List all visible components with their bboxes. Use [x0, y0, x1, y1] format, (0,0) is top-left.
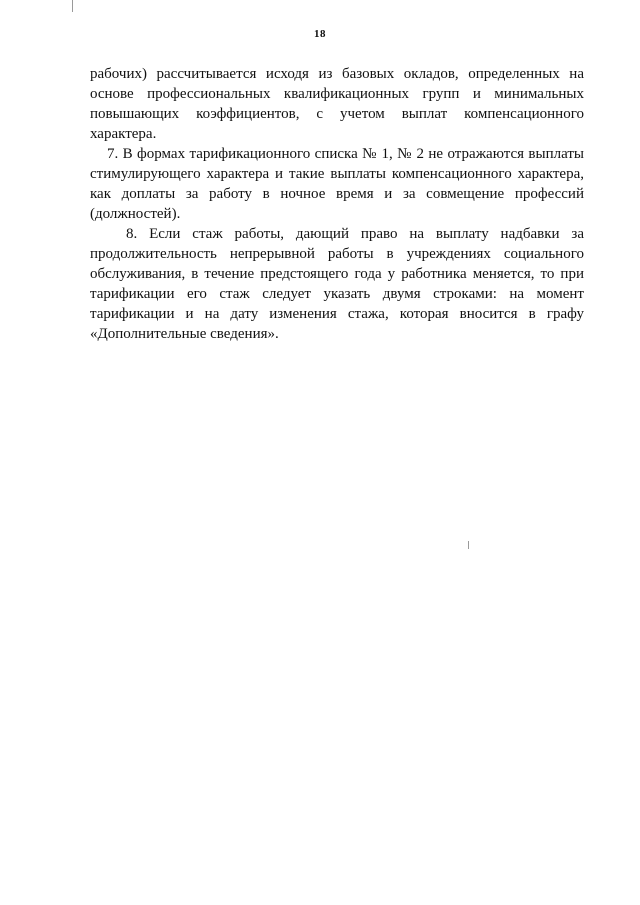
scan-artifact-mark	[72, 0, 73, 12]
paragraph-item-8: 8. Если стаж работы, дающий право на выплату надбавки за продолжительность непрерывной работы в учреждениях социального обслуживания, в течение предстоящего года у работника меняется, то при тарификации его стаж следует указать двумя строками: на момент тарификации и на дату изменения стажа, которая вносится в графу «Дополнительные сведения».	[90, 226, 584, 342]
page-number: 18	[314, 28, 326, 40]
paragraph-item-7: 7. В формах тарификационного списка № 1, № 2 не отражаются выплаты стимулирующего характера и такие выплаты компенсационного характера, как доплаты за работу в ночное время и за совмещение профессий (должностей).	[90, 146, 584, 222]
scan-artifact-mark	[468, 541, 469, 549]
document-body	[90, 64, 584, 344]
paragraph-continuation: рабочих) рассчитывается исходя из базовых окладов, определенных на основе профессиональных квалификационных групп и минимальных повышающих коэффициентов, с учетом выплат компенсационного характера.	[90, 66, 584, 142]
